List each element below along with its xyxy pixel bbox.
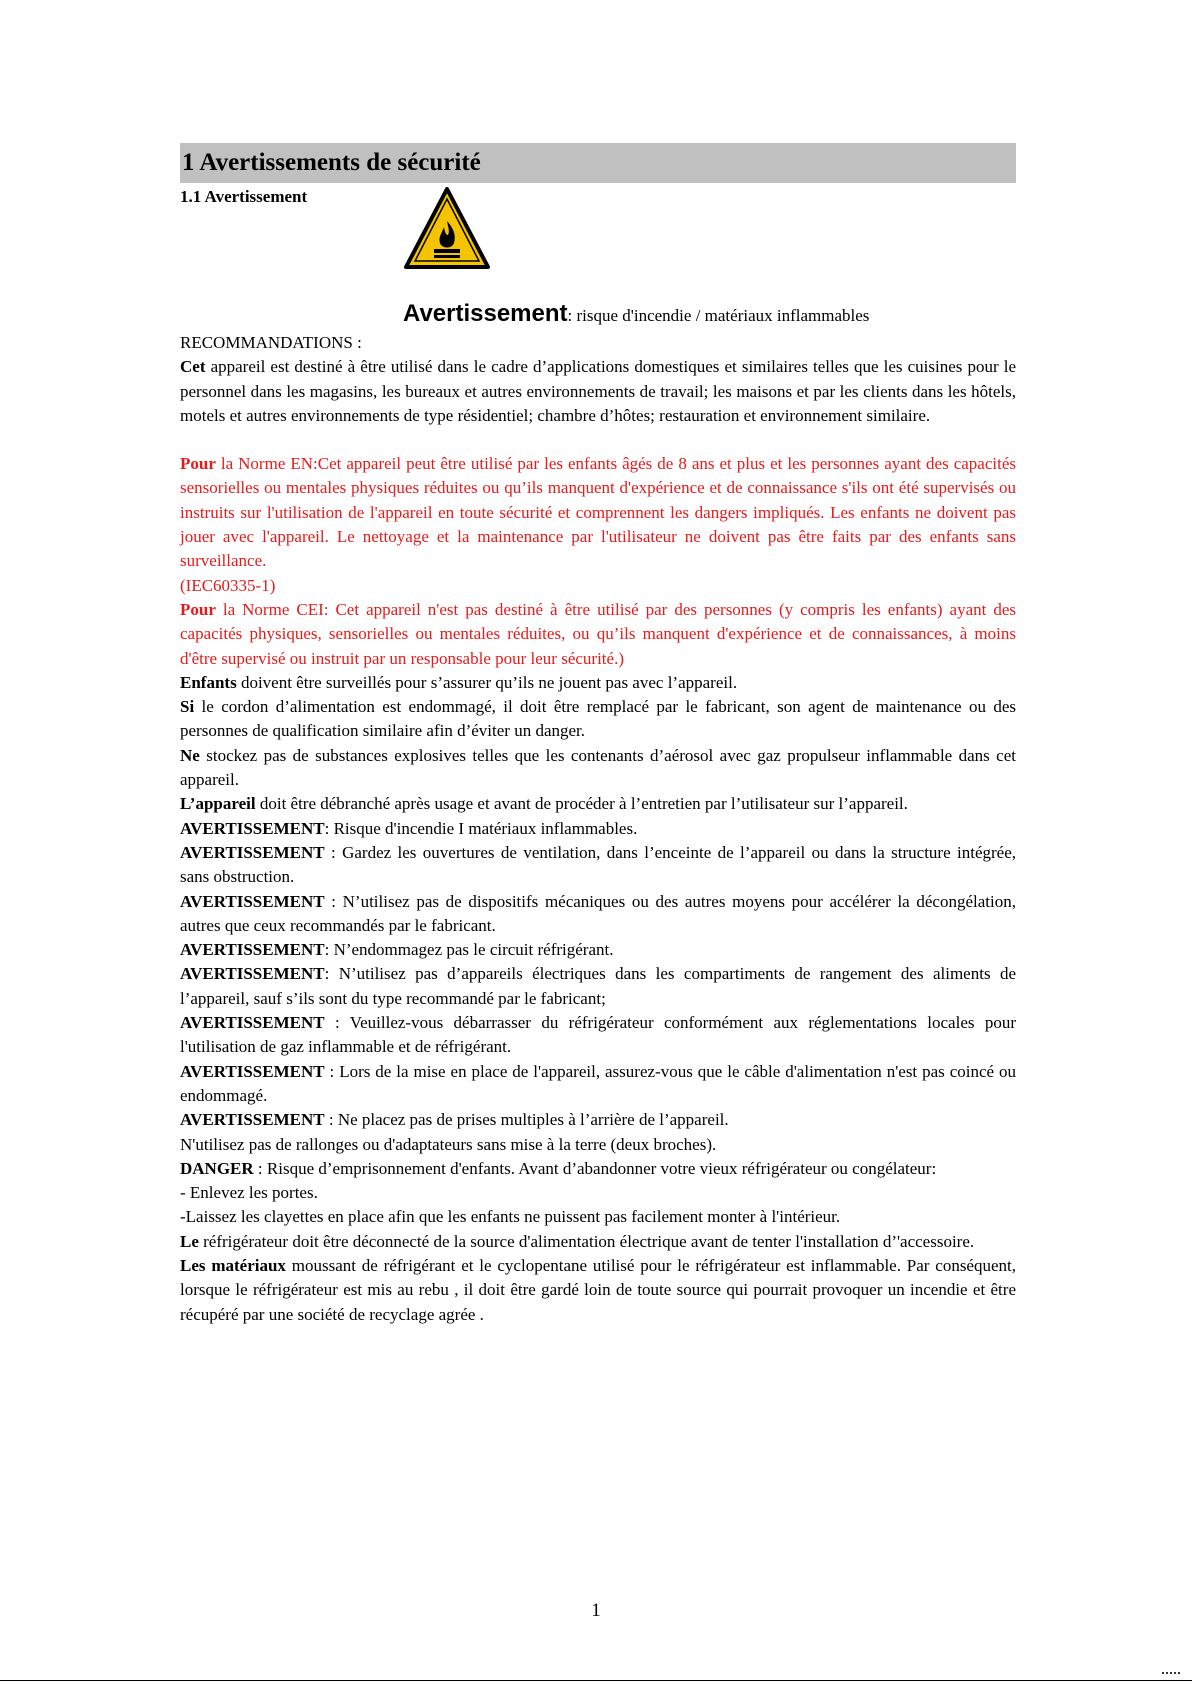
safety-paragraph (180, 1108, 1016, 1132)
section-heading: 1 Avertissements de sécurité (180, 143, 1016, 183)
safety-paragraph-list (180, 331, 1016, 1327)
paragraph-lead-word: AVERTISSEMENT (180, 940, 325, 960)
safety-paragraph (180, 452, 1016, 573)
paragraph-text: réfrigérateur doit être déconnecté de la source d'alimentation électrique avant de tenter l'installation d’'accessoire. (198, 1231, 975, 1251)
paragraph-text: la Norme EN:Cet appareil peut être utilisé par les enfants âgés de 8 ans et plus et les personnes ayant des capacités sensorielles ou mentales physiques réduites ou qu’ils manquent d'expérience et de connaissance s'ils ont été supervisés ou instruits sur l'utilisation de l'appareil en toute sécurité et comprennent les dangers impliqués. Les enfants ne doivent pas jouer avec l'appareil. Le nettoyage et la maintenance par l'utilisateur ne doivent pas être faits par des enfants sans surveillance. (180, 454, 1016, 571)
safety-paragraph (180, 890, 1016, 939)
paragraph-text: : Risque d'incendie I matériaux inflammables. (324, 818, 638, 838)
safety-paragraph (180, 1060, 1016, 1109)
safety-paragraph (180, 792, 1016, 816)
paragraph-text: : Lors de la mise en place de l'appareil, assurez-vous que le câble d'alimentation n'est pas coincé ou endommagé. (180, 1061, 1016, 1105)
paragraph-lead-word: AVERTISSEMENT (180, 818, 325, 838)
paragraph-text: : N’utilisez pas d’appareils électriques dans les compartiments de rangement des aliments de l’appareil, sauf s’ils sont du type recommandé par le fabricant; (180, 964, 1016, 1008)
paragraph-lead-word: DANGER (180, 1158, 254, 1178)
footer-rule (0, 1680, 1192, 1681)
paragraph-text: : Gardez les ouvertures de ventilation, dans l’enceinte de l’appareil ou dans la structure intégrée, sans obstruction. (180, 842, 1016, 887)
hazard-warning-text: : risque d'incendie / matériaux inflammables (567, 306, 870, 325)
safety-paragraph (180, 841, 1016, 890)
subsection-heading (180, 187, 1016, 295)
safety-paragraph (180, 695, 1016, 744)
paragraph-text: doivent être surveillés pour s’assurer qu’ils ne jouent pas avec l’appareil. (236, 672, 738, 692)
paragraph-text: RECOMMANDATIONS : (180, 333, 362, 352)
paragraph-lead-word: Enfants (180, 672, 237, 692)
safety-paragraph (180, 598, 1016, 671)
page-number: 1 (591, 1600, 601, 1621)
paragraph-lead-word: AVERTISSEMENT (180, 842, 325, 862)
paragraph-text: : Risque d’emprisonnement d'enfants. Avant d’abandonner votre vieux réfrigérateur ou congélateur: (253, 1158, 937, 1178)
paragraph-lead-word: Pour (180, 454, 216, 474)
safety-paragraph (180, 817, 1016, 841)
paragraph-lead-word: AVERTISSEMENT (180, 891, 325, 911)
paragraph-lead-word: Si (180, 697, 195, 717)
flammable-warning-icon (404, 187, 490, 285)
subsection-title: 1.1 Avertissement (180, 187, 308, 206)
paragraph-lead-word: Cet (180, 357, 206, 377)
paragraph-text: (IEC60335-1) (180, 575, 276, 595)
footer-mark (1162, 1672, 1180, 1678)
paragraph-text: : N’endommagez pas le circuit réfrigérant. (324, 940, 614, 960)
paragraph-text: -Laissez les clayettes en place afin que les enfants ne puissent pas facilement monter à l'intérieur. (180, 1207, 841, 1227)
paragraph-text: doit être débranché après usage et avant de procéder à l’entretien par l’utilisateur sur l’appareil. (255, 794, 908, 814)
safety-paragraph (180, 1133, 1016, 1157)
safety-paragraph (180, 574, 1016, 598)
safety-paragraph (180, 1157, 1016, 1181)
safety-paragraph (180, 1230, 1016, 1254)
paragraph-text: le cordon d’alimentation est endommagé, il doit être remplacé par le fabricant, son agent de maintenance ou des personnes de qualification similaire afin d’éviter un danger. (180, 697, 1016, 741)
paragraph-lead-word: AVERTISSEMENT (180, 964, 325, 984)
safety-paragraph (180, 1205, 1016, 1229)
paragraph-text: - Enlevez les portes. (180, 1183, 318, 1203)
paragraph-lead-word: AVERTISSEMENT (180, 1110, 325, 1130)
paragraph-lead-word: AVERTISSEMENT (180, 1061, 325, 1081)
safety-paragraph (180, 1181, 1016, 1205)
paragraph-lead-word: Le (180, 1231, 199, 1251)
paragraph-lead-word: AVERTISSEMENT (180, 1013, 325, 1033)
safety-paragraph (180, 671, 1016, 695)
paragraph-text: : Ne placez pas de prises multiples à l’arrière de l’appareil. (324, 1110, 729, 1130)
safety-paragraph (180, 1254, 1016, 1327)
paragraph-text: moussant de réfrigérant et le cyclopentane utilisé pour le réfrigérateur est inflammable. Par conséquent, lorsque le réfrigérateur est mis au rebu , il doit être gardé loin de toute source qui pourrait provoquer un incendie et être récupéré par une société de recyclage agrée . (180, 1255, 1016, 1324)
paragraph-lead-word: Ne (180, 745, 200, 765)
paragraph-text: : Veuillez-vous débarrasser du réfrigérateur conformément aux réglementations locales pour l'utilisation de gaz inflammable et de réfrigérant. (180, 1013, 1016, 1057)
paragraph-text: la Norme CEI: Cet appareil n'est pas destiné à être utilisé par des personnes (y compris les enfants) ayant des capacités physiques, sensorielles ou mentales réduites, ou qu’ils manquent d'expérience et de connaissances, à moins d'être supervisé ou instruit par un responsable pour leur sécurité.) (180, 599, 1016, 668)
safety-paragraph (180, 1011, 1016, 1060)
paragraph-lead-word: Pour (180, 599, 216, 619)
paragraph-spacer (180, 428, 1016, 452)
safety-paragraph (180, 355, 1016, 428)
safety-paragraph (180, 744, 1016, 793)
safety-paragraph (180, 962, 1016, 1011)
document-page (180, 143, 1016, 1327)
hazard-warning-word: Avertissement (403, 300, 568, 327)
paragraph-text: appareil est destiné à être utilisé dans le cadre d’applications domestiques et similaires telles que les cuisines pour le personnel dans les magasins, les bureaux et autres environnements de travail; les maisons et par les clients dans les hôtels, motels et autres environnements de type résidentiel; chambre d’hôtes; restauration et environnement similaire. (180, 357, 1016, 425)
safety-paragraph (180, 331, 1016, 355)
paragraph-text: : N’utilisez pas de dispositifs mécaniques ou des autres moyens pour accélérer la décongélation, autres que ceux recommandés par le fabricant. (180, 891, 1016, 935)
paragraph-lead-word: Les matériaux (180, 1255, 286, 1275)
paragraph-text: N'utilisez pas de rallonges ou d'adaptateurs sans mise à la terre (deux broches). (180, 1134, 717, 1154)
safety-paragraph (180, 938, 1016, 962)
paragraph-text: stockez pas de substances explosives telles que les contenants d’aérosol avec gaz propulseur inflammable dans cet appareil. (180, 745, 1016, 790)
hazard-caption (180, 299, 1016, 331)
paragraph-lead-word: L’appareil (180, 794, 256, 814)
